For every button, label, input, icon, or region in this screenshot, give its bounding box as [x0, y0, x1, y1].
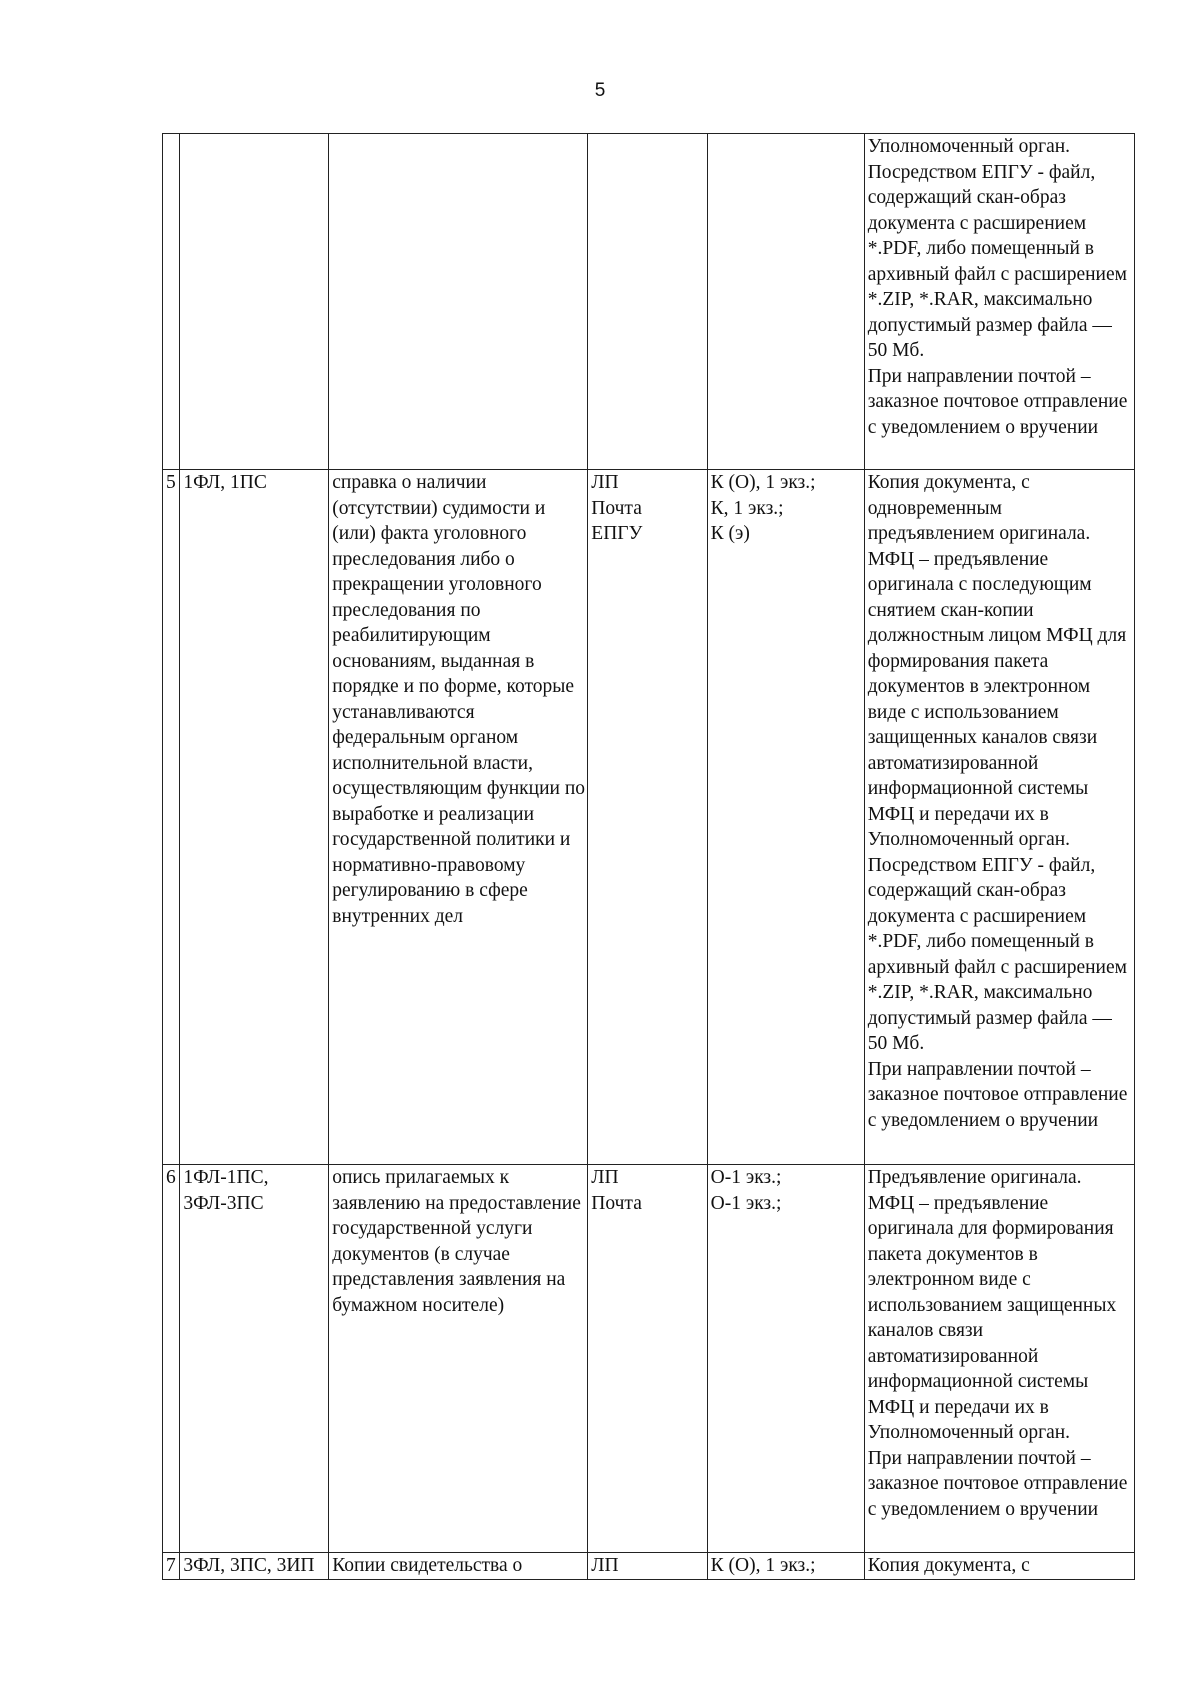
- copies-count-cell: О-1 экз.; О-1 экз.;: [707, 1165, 864, 1553]
- document-name-cell: справка о наличии (отсутствии) судимости и (или) факта уголовного преследования либо о прекращении уголовного преследования по реабилитирующим основаниям, выданная в порядке и по форме, которые устанавливаются федеральным органом исполнительной власти, осуществляющим функции по выработке и реализации государственной политики и нормативно-правовому регулированию в сфере внутренних дел: [329, 470, 588, 1165]
- applicant-category-cell: [180, 134, 329, 470]
- table-row: [163, 134, 1135, 470]
- row-number-cell: [163, 134, 180, 470]
- row-number-cell: 7: [163, 1553, 180, 1580]
- document-name-cell: Копии свидетельства о: [329, 1553, 588, 1580]
- requirements-cell: Копия документа, с одновременным предъявлением оригинала. МФЦ – предъявление оригинала с последующим снятием скан-копии должностным лицом МФЦ для формирования пакета документов в электронном виде с использованием защищенных каналов связи автоматизированной информационной системы МФЦ и передачи их в Уполномоченный орган. Посредством ЕПГУ - файл, содержащий скан-образ документа с расширением *.PDF, либо помещенный в архивный файл с расширением *.ZIP, *.RAR, максимально допустимый размер файла — 50 Мб. При направлении почтой – заказное почтовое отправление с уведомлением о вручении: [864, 470, 1134, 1165]
- table-row: [163, 1553, 1135, 1580]
- submission-method-cell: ЛП Почта ЕПГУ: [588, 470, 707, 1165]
- row-number-cell: 6: [163, 1165, 180, 1553]
- applicant-category-cell: 1ФЛ, 1ПС: [180, 470, 329, 1165]
- copies-count-cell: К (О), 1 экз.; К, 1 экз.; К (э): [707, 470, 864, 1165]
- row-number-cell: 5: [163, 470, 180, 1165]
- copies-count-cell: К (О), 1 экз.;: [707, 1553, 864, 1580]
- submission-method-cell: ЛП Почта: [588, 1165, 707, 1553]
- applicant-category-cell: 1ФЛ-1ПС, 3ФЛ-3ПС: [180, 1165, 329, 1553]
- requirements-cell: Предъявление оригинала. МФЦ – предъявление оригинала для формирования пакета документов в электронном виде с использованием защищенных каналов связи автоматизированной информационной системы МФЦ и передачи их в Уполномоченный орган. При направлении почтой – заказное почтовое отправление с уведомлением о вручении: [864, 1165, 1134, 1553]
- applicant-category-cell: 3ФЛ, 3ПС, 3ИП: [180, 1553, 329, 1580]
- table-row: [163, 470, 1135, 1165]
- documents-table: [162, 133, 1135, 1580]
- document-name-cell: [329, 134, 588, 470]
- copies-count-cell: [707, 134, 864, 470]
- document-name-cell: опись прилагаемых к заявлению на предоставление государственной услуги документов (в случае представления заявления на бумажном носителе): [329, 1165, 588, 1553]
- table-row: [163, 1165, 1135, 1553]
- requirements-cell: Уполномоченный орган. Посредством ЕПГУ - файл, содержащий скан-образ документа с расширением *.PDF, либо помещенный в архивный файл с расширением *.ZIP, *.RAR, максимально допустимый размер файла — 50 Мб. При направлении почтой – заказное почтовое отправление с уведомлением о вручении: [864, 134, 1134, 470]
- page-number: 5: [594, 80, 606, 101]
- submission-method-cell: [588, 134, 707, 470]
- requirements-cell: Копия документа, с: [864, 1553, 1134, 1580]
- submission-method-cell: ЛП: [588, 1553, 707, 1580]
